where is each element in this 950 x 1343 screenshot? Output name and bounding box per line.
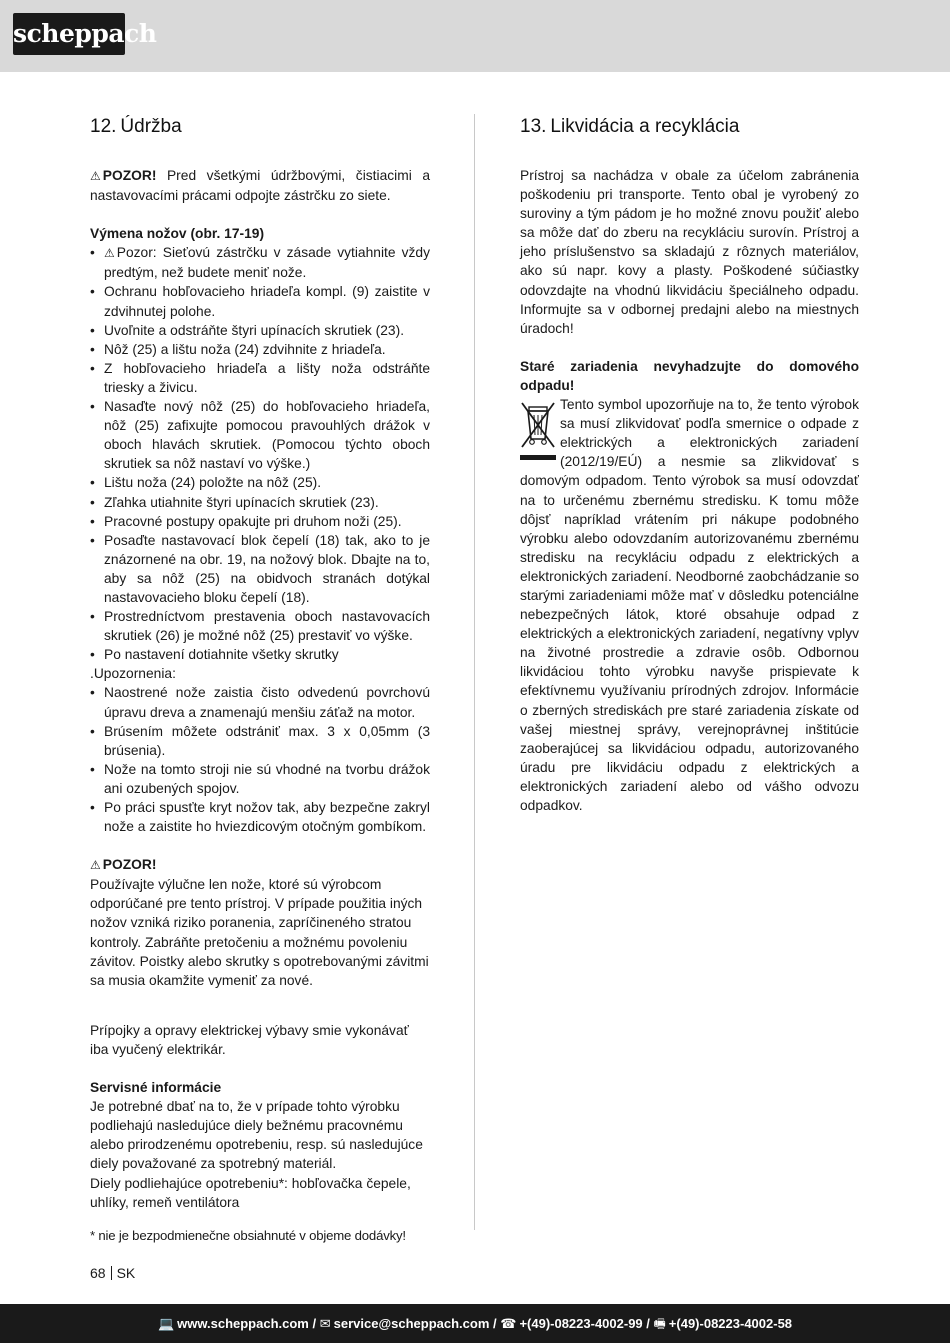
list-item: • Nôž (25) a lištu noža (24) zdvihnite z hriadeľa. bbox=[90, 340, 430, 359]
service-info-text: Je potrebné dbať na to, že v prípade tohto výrobku podliehajú nasledujúce diely bežnému pracovnému alebo prirodzenému opotrebeniu, resp. sú nasledujúce diely považované za spotrebný materiál. bbox=[90, 1099, 423, 1172]
old-devices-heading: Staré zariadenia nevyhadzujte do domového odpadu! bbox=[520, 358, 859, 393]
phone-icon: ☎ bbox=[500, 1316, 517, 1331]
replace-steps-list bbox=[90, 243, 430, 664]
notes-heading: .Upozornenia: bbox=[90, 666, 176, 682]
warning-triangle-icon: ⚠ bbox=[90, 858, 101, 873]
footnote: * nie je bezpodmienečne obsiahnuté v objeme dodávky! bbox=[90, 1227, 406, 1243]
list-item: • ⚠Pozor: Sieťovú zástrčku v zásade vytiahnite vždy predtým, než budete meniť nože. bbox=[90, 243, 430, 282]
list-item: • Posaďte nastavovací blok čepelí (18) tak, ako to je znázornené na obr. 19, na nožový blok. Dbajte na to, aby sa nôž (25) na obidvoch stranách dotýkal nastavovacieho bloku čepelí (18). bbox=[90, 531, 430, 607]
contact-footer: 💻 www.scheppach.com / ✉ service@scheppach.com / ☎ +(49)-08223-4002-99 / 🖷 +(49)-08223-4002-58 bbox=[0, 1304, 950, 1343]
list-item: • Po nastavení dotiahnite všetky skrutky bbox=[90, 645, 430, 664]
list-item: • Nože na tomto stroji nie sú vhodné na tvorbu drážok ani ozubených spojov. bbox=[90, 760, 430, 798]
list-item: • Lištu noža (24) položte na nôž (25). bbox=[90, 473, 430, 492]
list-item: • Z hobľovacieho hriadeľa a lišty noža odstráňte triesky a živicu. bbox=[90, 359, 430, 397]
list-item: • Zľahka utiahnite štyri upínacích skrutiek (23). bbox=[90, 493, 430, 512]
electrical-note: Prípojky a opravy elektrickej výbavy smie vykonávať iba vyučený elektrikár. bbox=[90, 1022, 409, 1057]
replace-knives-heading: Výmena nožov (obr. 17-19) bbox=[90, 226, 265, 242]
warning-paragraph: ⚠ POZOR! Pred všetkými údržbovými, čistiacimi a nastavovacími prácami odpojte zástrčku zo siete. bbox=[90, 168, 430, 204]
warning-knives-text: Používajte výlučne len nože, ktoré sú výrobcom odporúčané pre tento prístroj. V prípade použitia iných nožov vzniká riziko poranenia, zapríčineného stratou kontroly. Zabráňte pretočeniu a možnému povoleniu závitov. Poistky alebo skrutky s opotrebovanými závitmi sa musia okamžite vymeniť za nové. bbox=[90, 877, 429, 988]
warning-heading: ⚠ POZOR! bbox=[90, 855, 430, 875]
phone-number: +(49)-08223-4002-99 bbox=[519, 1316, 643, 1331]
packaging-paragraph: Prístroj sa nachádza v obale za účelom zabránenia poškodeniu pri transporte. Tento obal je vyrobený zo suroviny a tým pádom je ho možné znovu použiť alebo sa môže dať do zberu na recykláciu surovín. Prístroj a jeho príslušenstvo sa skladajú z rôznych materiálov, ako sú napr. kovy a plasty. Poškodené súčiastky odovzdajte na vhodnú likvidáciu špeciálneho odpadu. Informujte sa v odbornej predajni alebo na miestnych úradoch! bbox=[520, 168, 859, 336]
list-item: • Nasaďte nový nôž (25) do hobľovacieho hriadeľa, nôž (25) zafixujte pomocou pravouhlých drážok v oboch hlavách skrutiek. (Pomocou týchto oboch skrutiek sa nôž nastaví vo výške.) bbox=[90, 397, 430, 473]
list-item: • Brúsením môžete odstrániť max. 3 x 0,05mm (3 brúsenia). bbox=[90, 722, 430, 760]
section-title-maintenance: 12. Údržba bbox=[90, 116, 182, 137]
list-item: • Po práci spusťte kryt nožov tak, aby bezpečne zakryl nože a zaistite ho hviezdicovým otočným gombíkom. bbox=[90, 798, 430, 836]
brand-logo: scheppach bbox=[13, 13, 125, 55]
fax-number: +(49)-08223-4002-58 bbox=[668, 1316, 793, 1331]
crossed-bin-icon bbox=[520, 399, 556, 461]
column-divider bbox=[474, 114, 475, 1230]
wear-parts-text: Diely podliehajúce opotrebeniu*: hobľovačka čepele, uhlíky, remeň ventilátora bbox=[90, 1175, 411, 1210]
computer-icon: 💻 bbox=[157, 1316, 175, 1331]
list-item: • Pracovné postupy opakujte pri druhom noži (25). bbox=[90, 512, 430, 531]
page-number: 68 SK bbox=[90, 1265, 136, 1281]
service-info-heading: Servisné informácie bbox=[90, 1080, 222, 1096]
disposal-column bbox=[520, 114, 859, 815]
list-item: • Uvoľnite a odstráňte štyri upínacích skrutiek (23). bbox=[90, 321, 430, 340]
list-item: • Naostrené nože zaistia čisto odvedenú povrchovú úpravu dreva a znamenajú menšiu záťaž na motor. bbox=[90, 683, 430, 721]
list-item: • Ochranu hobľovacieho hriadeľa kompl. (9) zaistite v zdvihnutej polohe. bbox=[90, 282, 430, 320]
warning-triangle-icon: ⚠ bbox=[90, 169, 101, 183]
mail-icon: ✉ bbox=[319, 1316, 331, 1331]
fax-icon: 🖷 bbox=[653, 1316, 666, 1331]
maintenance-column bbox=[90, 114, 430, 1245]
website-link[interactable]: www.scheppach.com bbox=[177, 1316, 309, 1331]
email-link[interactable]: service@scheppach.com bbox=[333, 1316, 490, 1331]
warning-triangle-icon: ⚠ bbox=[104, 246, 115, 261]
weee-paragraph: Tento symbol upozorňuje na to, že tento výrobok sa musí zlikvidovať podľa smernice o odpade z elektrických a elektronických zariadení (2012/19/EÚ) a nesmie sa zlikvidovať s domovým odpadom. Tento výrobok sa musí odovzdať na to určenému zbernému stredisku. K tomu môže dôjsť napríklad vrátením pri nákupe podobného výrobku alebo odovzdaním autorizovanému zbernému stredisku na recykláciu odpadu z elektrických a elektronických zariadení. Neodborné zaobchádzanie so starými zariadeniami môže mať v dôsledku potenciálne nebezpečných látok, ktoré obsahuje odpad z elektrických a elektronických zariadení, negatívny vplyv na životné prostredie a zdravie osôb. Odbornou likvidáciou tohto výrobku navyše prispievate k efektívnemu využívaniu prírodných zdrojov. Informácie o zberných strediskách pre staré zariadenia získate od vašej miestnej správy, verejnoprávnej inštitúcie zaoberajúcej sa likvidáciou odpadu, autorizovaného úradu pre likvidáciu odpadu z elektrických a elektronických zariadení alebo od vášho odvozu odpadkov. bbox=[520, 397, 859, 813]
header-bar bbox=[0, 0, 950, 72]
section-title-disposal: 13. Likvidácia a recyklácia bbox=[520, 116, 740, 137]
notes-list bbox=[90, 683, 430, 836]
list-item: • Prostredníctvom prestavenia oboch nastavovacích skrutiek (26) je možné nôž (25) prestaviť vo výške. bbox=[90, 607, 430, 645]
